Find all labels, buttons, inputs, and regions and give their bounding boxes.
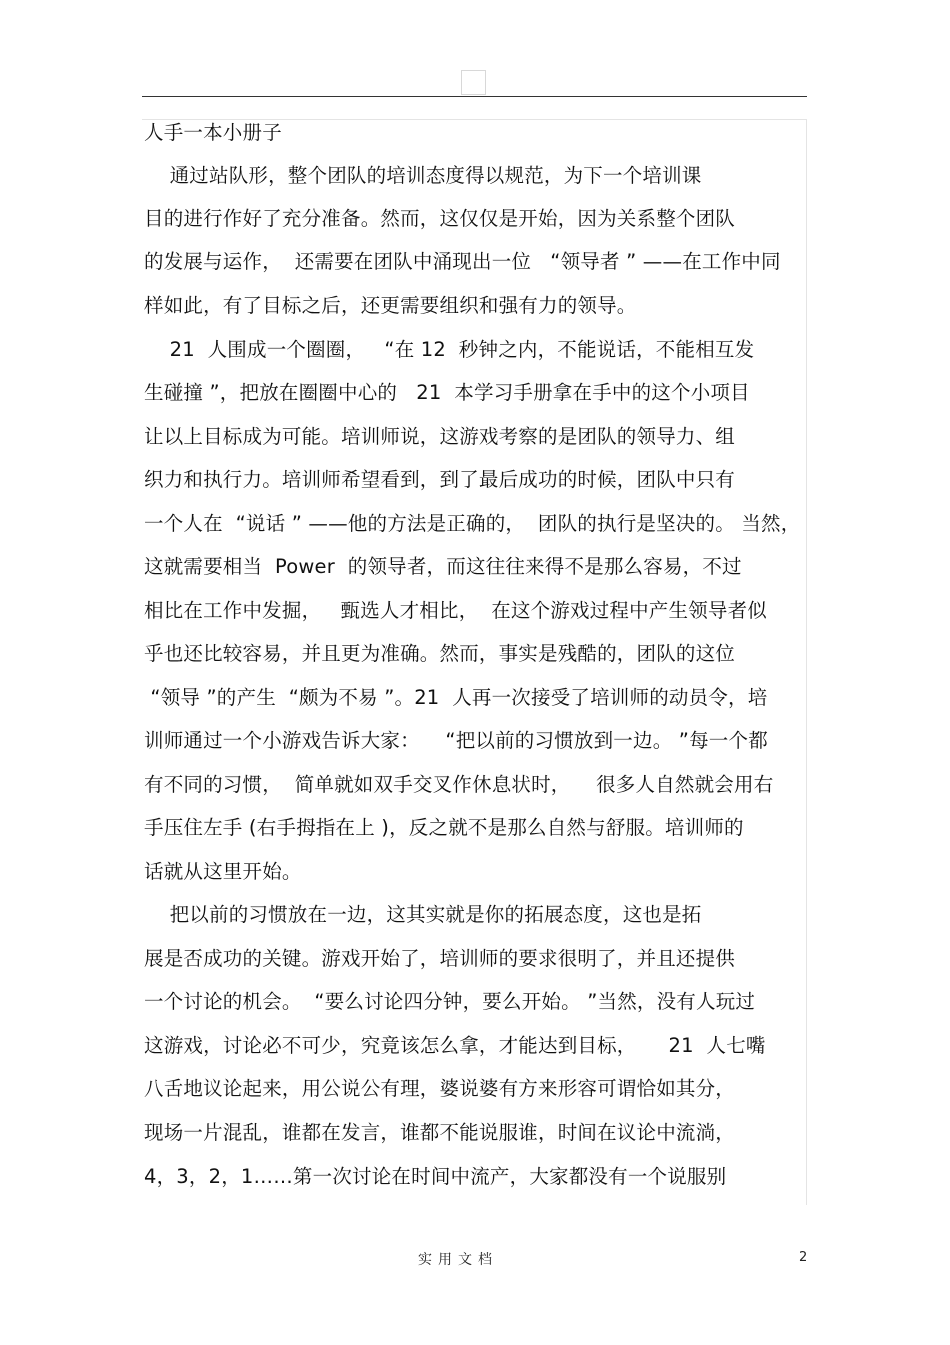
text-line: 一个讨论的机会。 “要么讨论四分钟，要么开始。 ”当然，没有人玩过 <box>144 990 756 1013</box>
footer-label: 实用文档 <box>418 1252 498 1268</box>
text-line: 相比在工作中发掘， 甄选人才相比， 在这个游戏过程中产生领导者似 <box>144 599 767 622</box>
text-line: 样如此，有了目标之后，还更需要组织和强有力的领导。 <box>144 294 637 317</box>
text-line: 人手一本小册子 <box>144 121 282 144</box>
text-line: 现场一片混乱，谁都在发言，谁都不能说服谁，时间在议论中流淌， <box>144 1121 736 1144</box>
text-line: 展是否成功的关键。游戏开始了，培训师的要求很明了，并且还提供 <box>144 947 736 970</box>
header-mark <box>461 70 486 95</box>
text-line: 一个人在 “说话 ” ——他的方法是正确的， 团队的执行是坚决的。 当然， <box>144 512 801 535</box>
text-line: 有不同的习惯， 简单就如双手交叉作休息状时， 很多人自然就会用右 <box>144 773 774 796</box>
text-line: 这游戏，讨论必不可少，究竟该怎么拿，才能达到目标， 21 人七嘴 <box>144 1034 766 1057</box>
text-line: 通过站队形，整个团队的培训态度得以规范，为下一个培训课 <box>144 164 702 187</box>
text-line: 目的进行作好了充分准备。然而，这仅仅是开始，因为关系整个团队 <box>144 207 736 230</box>
text-line: 织力和执行力。培训师希望看到，到了最后成功的时候，团队中只有 <box>144 468 736 491</box>
text-line: “领导 ”的产生 “颇为不易 ”。21 人再一次接受了培训师的动员令，培 <box>144 686 768 709</box>
header-rule <box>142 96 807 97</box>
text-line: 让以上目标成为可能。培训师说，这游戏考察的是团队的领导力、组 <box>144 425 736 448</box>
text-line: 21 人围成一个圈圈， “在 12 秒钟之内，不能说话，不能相互发 <box>144 338 755 361</box>
text-line: 训师通过一个小游戏告诉大家： “把以前的习惯放到一边。 ”每一个都 <box>144 729 768 752</box>
text-line: 八舌地议论起来，用公说公有理，婆说婆有方来形容可谓恰如其分， <box>144 1077 736 1100</box>
text-line: 生碰撞 ”，把放在圈圈中心的 21 本学习手册拿在手中的这个小项目 <box>144 381 750 404</box>
text-line: 话就从这里开始。 <box>144 860 302 883</box>
text-line: 4，3，2，1……第一次讨论在时间中流产，大家都没有一个说服别 <box>144 1165 727 1188</box>
text-line: 乎也还比较容易，并且更为准确。然而，事实是残酷的，团队的这位 <box>144 642 736 665</box>
text-line: 把以前的习惯放在一边，这其实就是你的拓展态度，这也是拓 <box>144 903 702 926</box>
text-line: 手压住左手 (右手拇指在上 )，反之就不是那么自然与舒服。培训师的 <box>144 816 744 839</box>
text-line: 这就需要相当 Power 的领导者，而这往往来得不是那么容易，不过 <box>144 555 742 578</box>
text-line: 的发展与运作， 还需要在团队中涌现出一位 “领导者 ” ——在工作中同 <box>144 250 781 273</box>
page-number: 2 <box>799 1250 808 1265</box>
